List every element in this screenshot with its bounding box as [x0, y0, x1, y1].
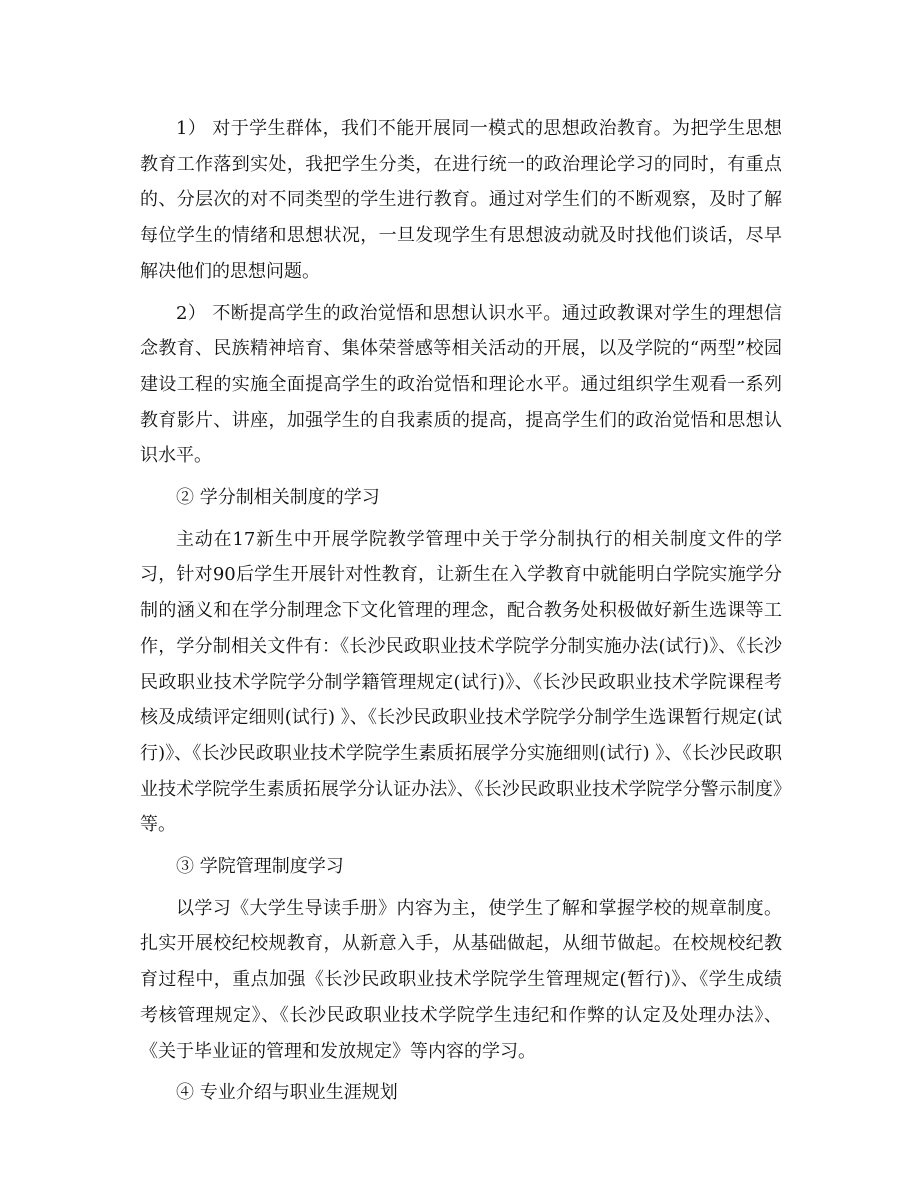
- document-body: [140, 111, 782, 1111]
- section-heading-2: ② 学分制相关制度的学习: [176, 487, 380, 509]
- section-heading-3: ③ 学院管理制度学习: [176, 856, 344, 878]
- paragraph-4: 以学习《大学生导读手册》内容为主，使学生了解和掌握学校的规章制度。扎实开展校纪校规教育，从新意入手，从基础做起，从细节做起。在校规校纪教育过程中，重点加强《长沙民政职业技术学院学生管理规定(暂行)》、《学生成绩考核管理规定》、《长沙民政职业技术学院学生违纪和作弊的认定及处理办法》、《关于毕业证的管理和发放规定》等内容的学习。: [140, 897, 782, 1062]
- paragraph-3: 主动在17新生中开展学院教学管理中关于学分制执行的相关制度文件的学习，针对90后学生开展针对性教育，让新生在入学教育中就能明白学院实施学分制的涵义和在学分制理念下文化管理的理念，配合教务处积极做好新生选课等工作，学分制相关文件有：《长沙民政职业技术学院学分制实施办法(试行)》、《长沙民政职业技术学院学分制学籍管理规定(试行)》、《长沙民政职业技术学院课程考核及成绩评定细则(试行) 》、《长沙民政职业技术学院学分制学生选课暂行规定(试行)》、《长沙民政职业技术学院学生素质拓展学分实施细则(试行) 》、《长沙民政职业技术学院学生素质拓展学分认证办法》、《长沙民政职业技术学院学分警示制度》等。: [140, 528, 782, 836]
- paragraph-1: 1） 对于学生群体，我们不能开展同一模式的思想政治教育。为把学生思想教育工作落到实处，我把学生分类，在进行统一的政治理论学习的同时，有重点的、分层次的对不同类型的学生进行教育。通过对学生们的不断观察，及时了解每位学生的情绪和思想状况，一旦发现学生有思想波动就及时找他们谈话，尽早解决他们的思想问题。: [140, 118, 782, 282]
- paragraph-2: 2） 不断提高学生的政治觉悟和思想认识水平。通过政教课对学生的理想信念教育、民族精神培育、集体荣誉感等相关活动的开展，以及学院的“两型”校园建设工程的实施全面提高学生的政治觉悟和理论水平。通过组织学生观看一系列教育影片、讲座，加强学生的自我素质的提高，提高学生们的政治觉悟和思想认识水平。: [140, 302, 782, 467]
- section-heading-4: ④ 专业介绍与职业生涯规划: [176, 1082, 398, 1104]
